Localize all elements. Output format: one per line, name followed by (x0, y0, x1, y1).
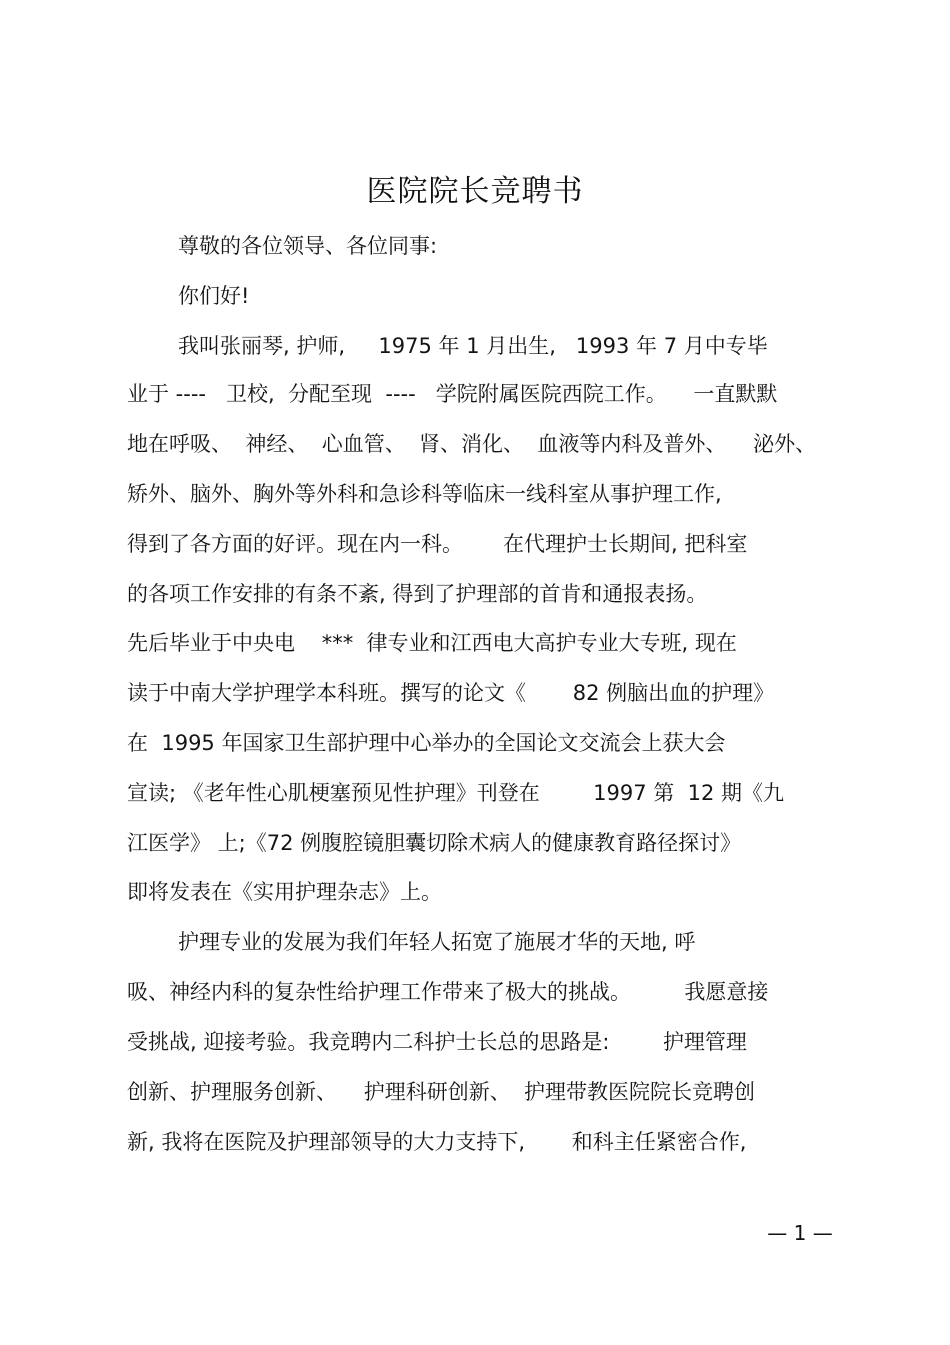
body-line-2: 业于 ---- 卫校, 分配至现 ---- 学院附属医院西院工作。 一直默默 (127, 382, 778, 406)
body-line-13: 护理专业的发展为我们年轻人拓宽了施展才华的天地, 呼 (178, 930, 696, 954)
body-line-15: 受挑战, 迎接考验。我竞聘内二科护士长总的思路是: 护理管理 (127, 1030, 747, 1054)
body-line-16: 创新、护理服务创新、 护理科研创新、 护理带教医院院长竞聘创 (127, 1080, 756, 1104)
body-line-6: 的各项工作安排的有条不紊, 得到了护理部的首肯和通报表扬。 (127, 582, 708, 606)
body-line-9: 在 1995 年国家卫生部护理中心举办的全国论文交流会上获大会 (127, 731, 726, 755)
body-line-1: 我叫张丽琴, 护师, 1975 年 1 月出生, 1993 年 7 月中专毕 (178, 334, 768, 358)
document-title: 医院院长竞聘书 (366, 174, 584, 209)
body-line-4: 矫外、脑外、胸外等外科和急诊科等临床一线科室从事护理工作, (127, 482, 722, 506)
body-line-12: 即将发表在《实用护理杂志》上。 (127, 880, 442, 904)
body-line-7: 先后毕业于中央电 *** 律专业和江西电大高护专业大专班, 现在 (127, 631, 737, 655)
salutation-line: 尊敬的各位领导、各位同事: (178, 234, 438, 258)
body-line-10: 宣读; 《老年性心肌梗塞预见性护理》刊登在 1997 第 12 期《九 (127, 781, 785, 805)
body-line-5: 得到了各方面的好评。现在内一科。 在代理护士长期间, 把科室 (127, 532, 748, 556)
body-line-3: 地在呼吸、 神经、 心血管、 肾、消化、 血液等内科及普外、 泌外、 (127, 432, 817, 456)
body-line-17: 新, 我将在医院及护理部领导的大力支持下, 和科主任紧密合作, (127, 1130, 747, 1154)
greeting-line: 你们好! (178, 284, 250, 308)
body-line-8: 读于中南大学护理学本科班。撰写的论文《 82 例脑出血的护理》 (127, 681, 775, 705)
body-line-11: 江医学》 上;《72 例腹腔镜胆囊切除术病人的健康教育路径探讨》 (127, 831, 742, 855)
page-number: — 1 — (767, 1221, 833, 1245)
body-line-14: 吸、神经内科的复杂性给护理工作带来了极大的挑战。 我愿意接 (127, 980, 769, 1004)
